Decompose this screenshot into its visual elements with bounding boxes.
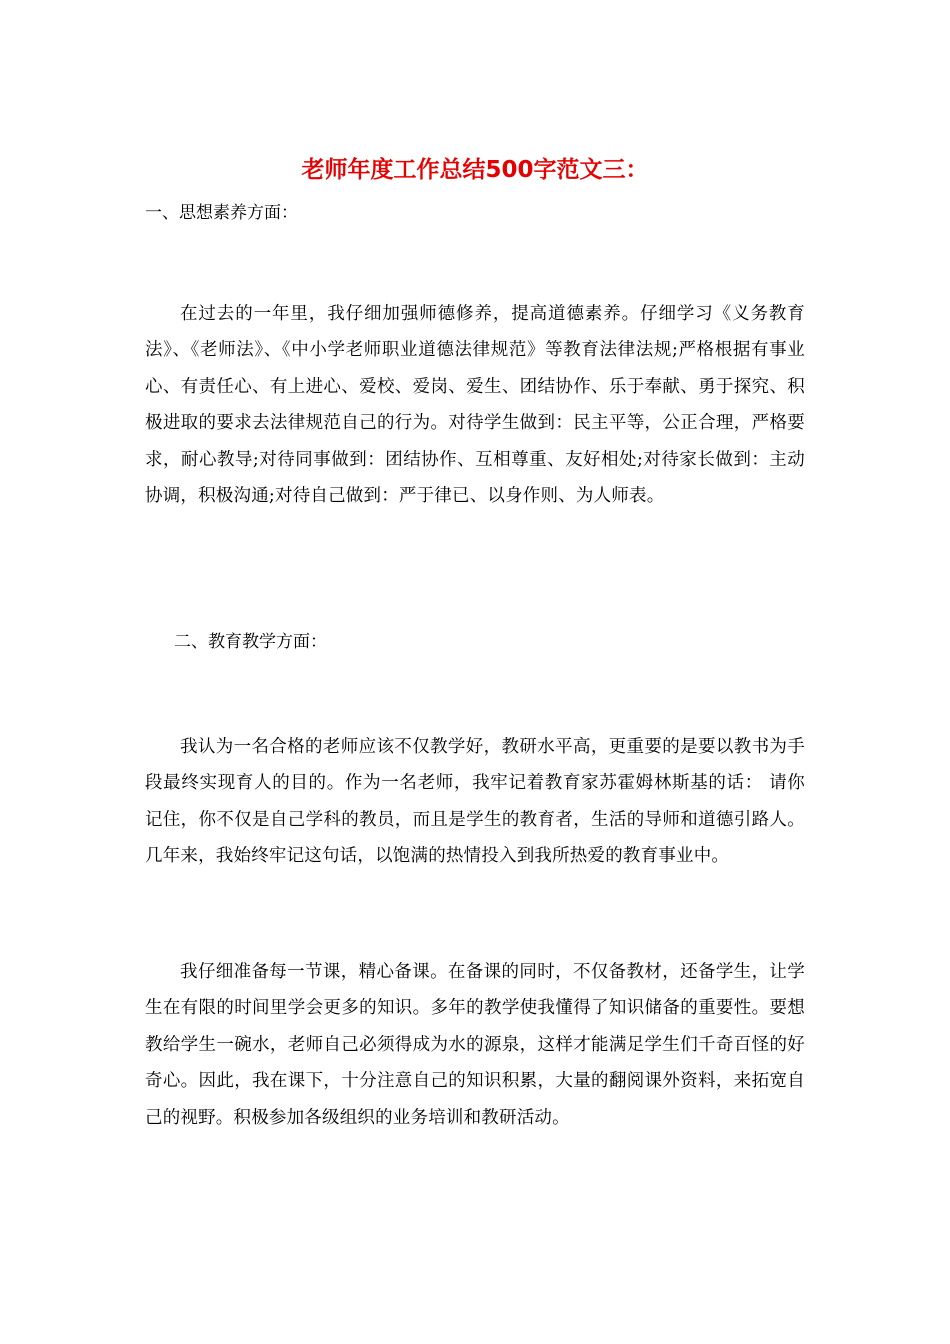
paragraph-ideology: 在过去的一年里，我仔细加强师德修养，提高道德素养。仔细学习《义务教育法》、《老师法》、《中小学老师职业道德法律规范》等教育法律法规;严格根据有事业心、有责任心、有上进心、爱校、爱岗、爱生、团结协作、乐于奉献、勇于探究、积极进取的要求去法律规范自己的行为。对待学生做到：民主平等，公正合理，严格要求，耐心教导;对待同事做到：团结协作、互相尊重、友好相处;对待家长做到：主动协调，积极沟通;对待自己做到：严于律已、以身作则、为人师表。	[145, 304, 805, 507]
paragraph-lesson-preparation: 我仔细准备每一节课，精心备课。在备课的同时，不仅备教材，还备学生，让学生在有限的时间里学会更多的知识。多年的教学使我懂得了知识储备的重要性。要想教给学生一碗水，老师自己必须得成为水的源泉，这样才能满足学生们千奇百怪的好奇心。因此，我在课下，十分注意自己的知识积累，大量的翻阅课外资料，来拓宽自己的视野。积极参加各级组织的业务培训和教研活动。	[145, 962, 805, 1128]
paragraph-teaching-goal: 我认为一名合格的老师应该不仅教学好，教研水平高，更重要的是要以教书为手段最终实现育人的目的。作为一名老师，我牢记着教育家苏霍姆林斯基的话： 请你记住，你不仅是自己学科的教员，而且是学生的教育者，生活的导师和道德引路人。 几年来，我始终牢记这句话，以饱满的热情投入到我所热爱的教育事业中。	[145, 737, 805, 867]
document-title: 老师年度工作总结500字范文三：	[301, 157, 649, 183]
section-heading-teaching: 二、教育教学方面：	[174, 632, 327, 652]
section-heading-ideology: 一、思想素养方面：	[145, 203, 298, 223]
